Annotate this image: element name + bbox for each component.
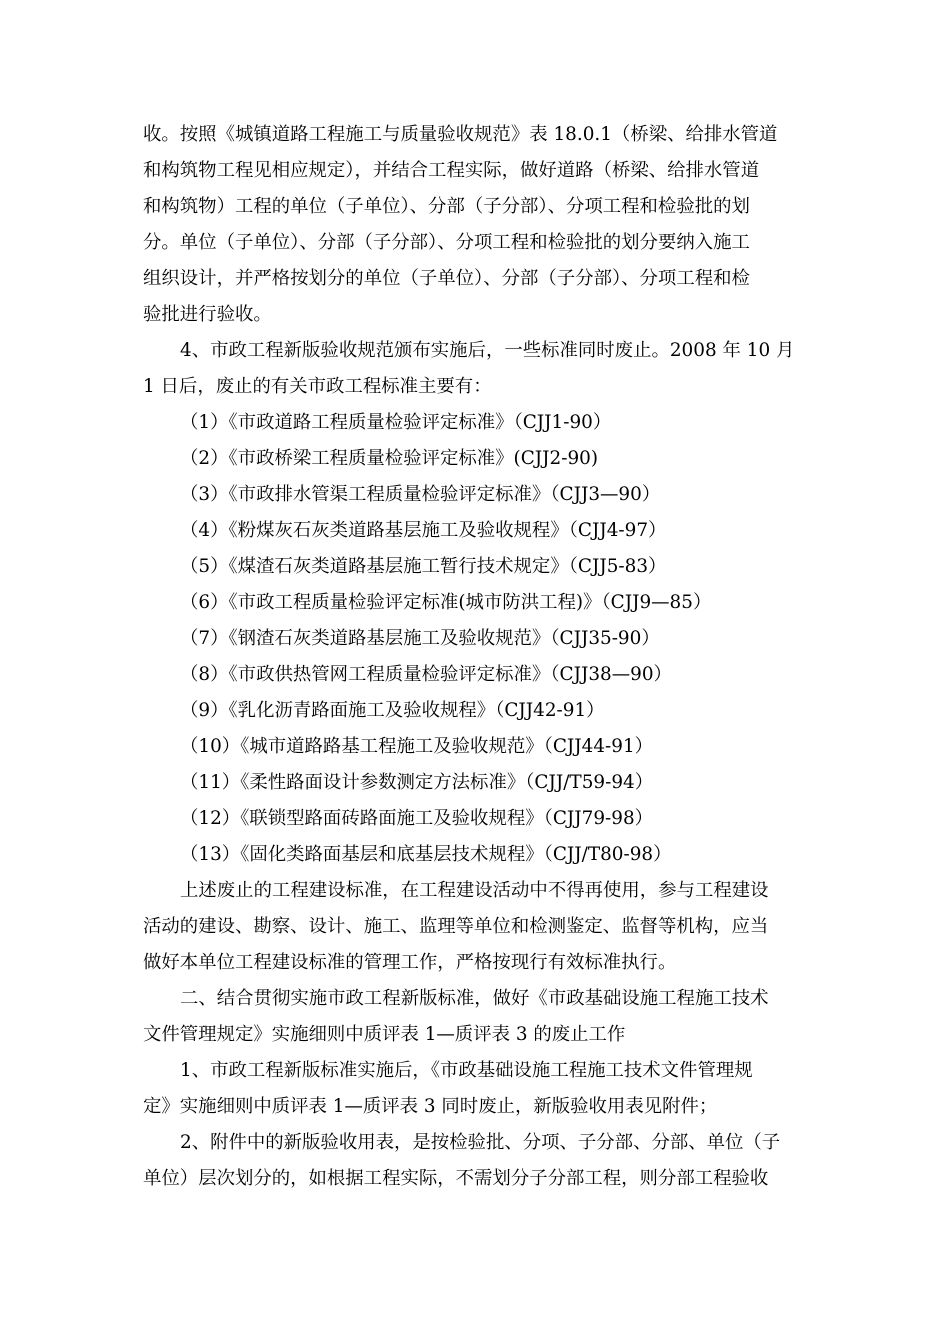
body-text-line: 和构筑物工程见相应规定），并结合工程实际，做好道路（桥梁、给排水管道 [143, 160, 760, 181]
body-text-line: 组织设计，并严格按划分的单位（子单位）、分部（子分部）、分项工程和检 [143, 268, 750, 289]
body-text-line: 单位）层次划分的，如根据工程实际，不需划分子分部工程，则分部工程验收 [143, 1168, 769, 1189]
abolished-standard-item: （5）《煤渣石灰类道路基层施工暂行技术规定》（CJJ5-83） [180, 556, 667, 577]
abolished-standard-item: （10）《城市道路路基工程施工及验收规范》（CJJ44-91） [180, 736, 654, 757]
body-text-line: 做好本单位工程建设标准的管理工作，严格按现行有效标准执行。 [143, 952, 677, 973]
paragraph-item-1: 1、市政工程新版标准实施后，《市政基础设施工程施工技术文件管理规 [180, 1060, 753, 1081]
abolished-standard-item: （1）《市政道路工程质量检验评定标准》（CJJ1-90） [180, 412, 612, 433]
body-text-line: 分。单位（子单位）、分部（子分部）、分项工程和检验批的划分要纳入施工 [143, 232, 750, 253]
body-text-line: 和构筑物）工程的单位（子单位）、分部（子分部）、分项工程和检验批的划 [143, 196, 750, 217]
body-text-line: 定》实施细则中质评表 1—质评表 3 同时废止，新版验收用表见附件； [143, 1096, 718, 1117]
section-heading-2: 二、结合贯彻实施市政工程新版标准，做好《市政基础设施工程施工技术 [180, 988, 769, 1009]
body-text-line: 文件管理规定》实施细则中质评表 1—质评表 3 的废止工作 [143, 1024, 626, 1045]
paragraph-start: 上述废止的工程建设标准，在工程建设活动中不得再使用，参与工程建设 [180, 880, 769, 901]
paragraph-item-4: 4、市政工程新版验收规范颁布实施后，一些标准同时废止。2008 年 10 月 [180, 340, 795, 361]
body-text-line: 验批进行验收。 [143, 304, 272, 325]
body-text-line: 1 日后，废止的有关市政工程标准主要有： [143, 376, 492, 397]
body-text-line: 收。按照《城镇道路工程施工与质量验收规范》表 18.0.1（桥梁、给排水管道 [143, 124, 778, 145]
paragraph-item-2: 2、附件中的新版验收用表，是按检验批、分项、子分部、分部、单位（子 [180, 1132, 781, 1153]
abolished-standard-item: （8）《市政供热管网工程质量检验评定标准》（CJJ38—90） [180, 664, 672, 685]
abolished-standard-item: （6）《市政工程质量检验评定标准(城市防洪工程)》（CJJ9—85） [180, 592, 712, 613]
abolished-standard-item: （12）《联锁型路面砖路面施工及验收规程》（CJJ79-98） [180, 808, 654, 829]
body-text-line: 活动的建设、勘察、设计、施工、监理等单位和检测鉴定、监督等机构，应当 [143, 916, 769, 937]
abolished-standard-item: （9）《乳化沥青路面施工及验收规程》（CJJ42-91） [180, 700, 605, 721]
abolished-standard-item: （11）《柔性路面设计参数测定方法标准》（CJJ/T59-94） [180, 772, 654, 793]
abolished-standard-item: （2）《市政桥梁工程质量检验评定标准》(CJJ2-90) [180, 448, 599, 469]
abolished-standard-item: （7）《钢渣石灰类道路基层施工及验收规范》（CJJ35-90） [180, 628, 660, 649]
abolished-standard-item: （4）《粉煤灰石灰类道路基层施工及验收规程》（CJJ4-97） [180, 520, 667, 541]
abolished-standard-item: （13）《固化类路面基层和底基层技术规程》（CJJ/T80-98） [180, 844, 672, 865]
abolished-standard-item: （3）《市政排水管渠工程质量检验评定标准》（CJJ3—90） [180, 484, 661, 505]
